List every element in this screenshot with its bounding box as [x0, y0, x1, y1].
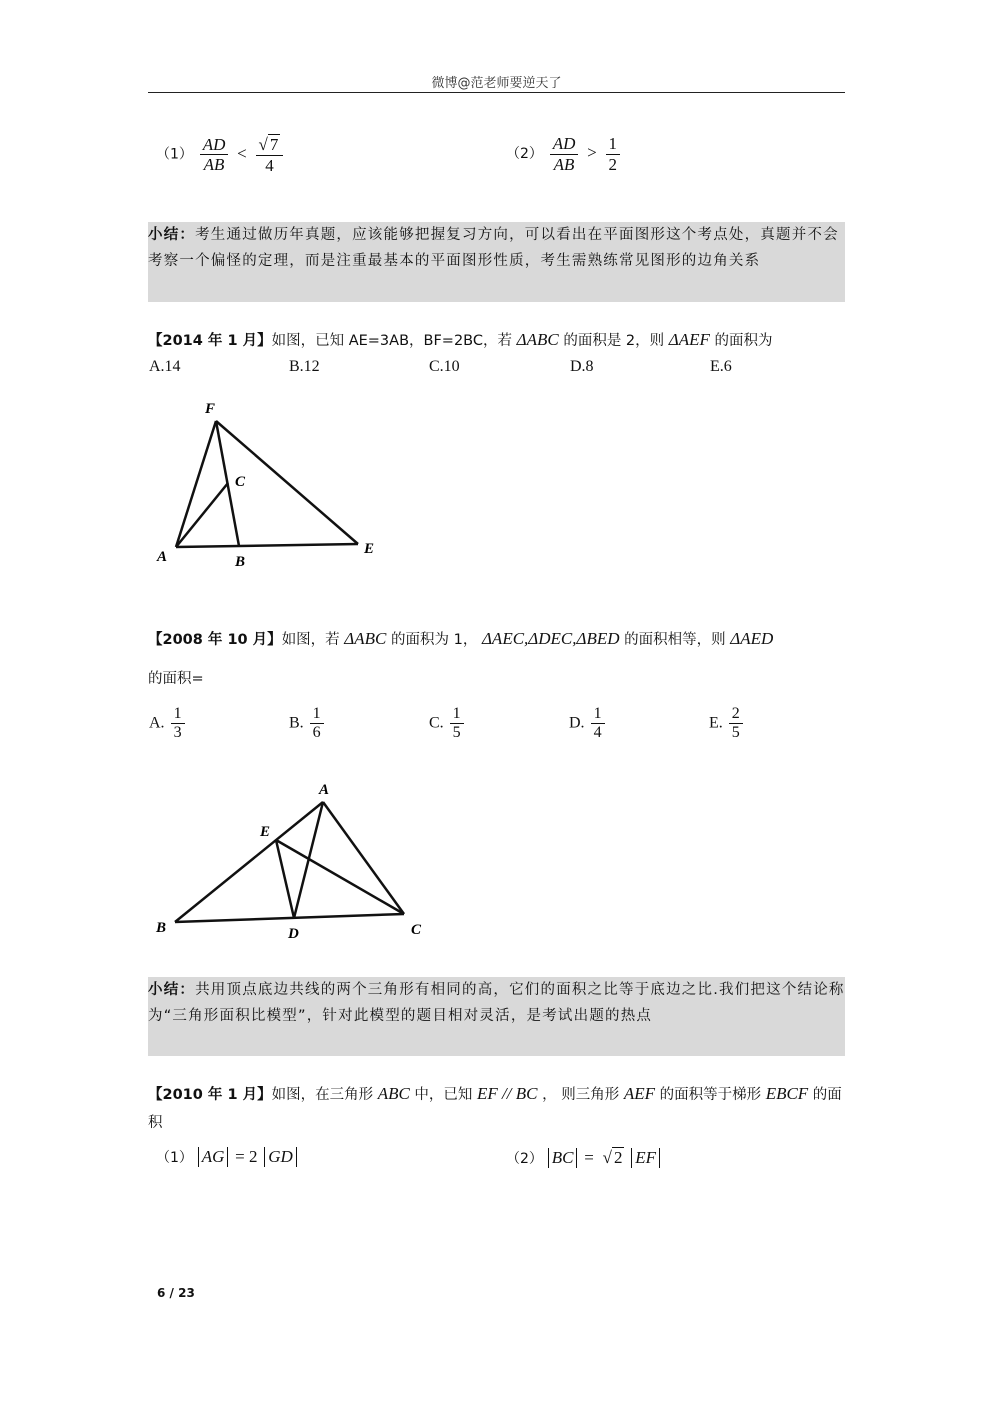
math-triangle-list: ΔAEC,ΔDEC,ΔBED	[481, 629, 620, 648]
math-term: ABC	[377, 1084, 410, 1103]
option-e: E.6	[710, 358, 732, 375]
segment-ac	[176, 483, 228, 547]
point-label-b: B	[156, 920, 167, 936]
math-term: EBCF	[765, 1084, 809, 1103]
condition-2010-1: （1） AG = 2 GD	[156, 1147, 297, 1167]
page-number: 6 / 23	[157, 1286, 195, 1300]
summary-text: 共用顶点底边共线的两个三角形有相同的高，它们的面积之比等于底边之比.我们把这个结论称为“三角形面积比模型”，针对此模型的题目相对灵活，是考试出题的热点	[148, 982, 845, 1024]
math-triangle: ΔAED	[730, 629, 774, 648]
question-tag: 【2010 年 1 月】	[148, 1087, 272, 1103]
point-label-d: D	[288, 926, 299, 942]
fraction-1-2: $\frac{1}{2}$	[606, 134, 621, 174]
point-label-e: E	[260, 824, 271, 840]
summary-text: 考生通过做历年真题，应该能够把握复习方向，可以看出在平面图形这个考点处，真题并不会考察一个偏怪的定理，而是注重最基本的平面图形性质，考生需熟练常见图形的边角关系	[148, 227, 839, 269]
fraction-sqrt7-4: $\frac{√ 7}{4}$	[256, 134, 284, 175]
header-divider	[148, 92, 845, 93]
option-e: E. $\frac{2}{5}$	[709, 705, 745, 743]
summary-label: 小结：	[148, 227, 196, 243]
option-c: C.10	[429, 358, 460, 375]
page-header: 微博@范老师要逆天了	[431, 76, 562, 91]
option-b: B.12	[289, 358, 320, 375]
segment-ab	[175, 802, 323, 922]
summary-label: 小结：	[148, 982, 196, 998]
triangle-figure-2014	[150, 395, 390, 575]
point-label-b: B	[235, 554, 246, 570]
option-a: A. $\frac{1}{3}$	[149, 705, 187, 743]
point-label-c: C	[235, 474, 246, 490]
condition-label: （2）	[506, 146, 543, 163]
segment-ed	[276, 840, 294, 918]
question-2008-cont: 的面积=	[148, 671, 204, 687]
question-tag: 【2014 年 1 月】	[148, 333, 272, 349]
segment-bc	[175, 914, 404, 922]
condition-label: （1）	[156, 146, 193, 163]
segment-ae	[176, 544, 358, 547]
option-a: A.14	[149, 358, 181, 375]
math-triangle: ΔABC	[516, 330, 559, 349]
relation: >	[587, 143, 597, 163]
point-label-e: E	[364, 541, 375, 557]
point-label-f: F	[205, 401, 216, 417]
math-triangle: ΔAEF	[668, 330, 710, 349]
segment-ac	[323, 802, 404, 914]
point-label-c: C	[411, 922, 422, 938]
option-d: D. $\frac{1}{4}$	[569, 705, 607, 743]
question-2008: 【2008 年 10 月】如图，若 ΔABC 的面积为 1， ΔAEC,ΔDEC,ΔBED 的面积相等，则 ΔAED	[148, 629, 774, 648]
segment-ec	[276, 840, 404, 914]
condition-2010-2: （2） BC = √ 2 EF	[506, 1147, 660, 1168]
segment-fa	[176, 421, 216, 547]
question-tag: 【2008 年 10 月】	[148, 632, 282, 648]
fraction-ad-ab: $\frac{AD}{AB}$	[550, 134, 579, 174]
option-d: D.8	[570, 358, 594, 375]
summary-box-2	[148, 977, 845, 1056]
fraction-ad-ab: $\frac{AD}{AB}$	[200, 135, 229, 175]
triangle-figure-2008	[150, 775, 440, 945]
relation: <	[237, 143, 247, 163]
option-c: C. $\frac{1}{5}$	[429, 705, 466, 743]
question-2010: 【2010 年 1 月】如图，在三角形 ABC 中，已知 EF // BC ， 则三角形 AEF 的面积等于梯形 EBCF 的面积	[148, 1084, 842, 1131]
question-2014: 【2014 年 1 月】如图，已知 AE=3AB，BF=2BC，若 ΔABC 的面积是 2，则 ΔAEF 的面积为	[148, 330, 773, 349]
condition-1	[156, 134, 285, 175]
summary-box-1	[148, 222, 845, 302]
condition-2	[506, 134, 622, 174]
option-b: B. $\frac{1}{6}$	[289, 705, 326, 743]
point-label-a: A	[157, 549, 168, 565]
point-label-a: A	[319, 782, 330, 798]
segment-ad	[294, 802, 323, 918]
math-term: EF // BC	[477, 1084, 538, 1103]
math-triangle: ΔABC	[344, 629, 387, 648]
math-term: AEF	[623, 1084, 655, 1103]
